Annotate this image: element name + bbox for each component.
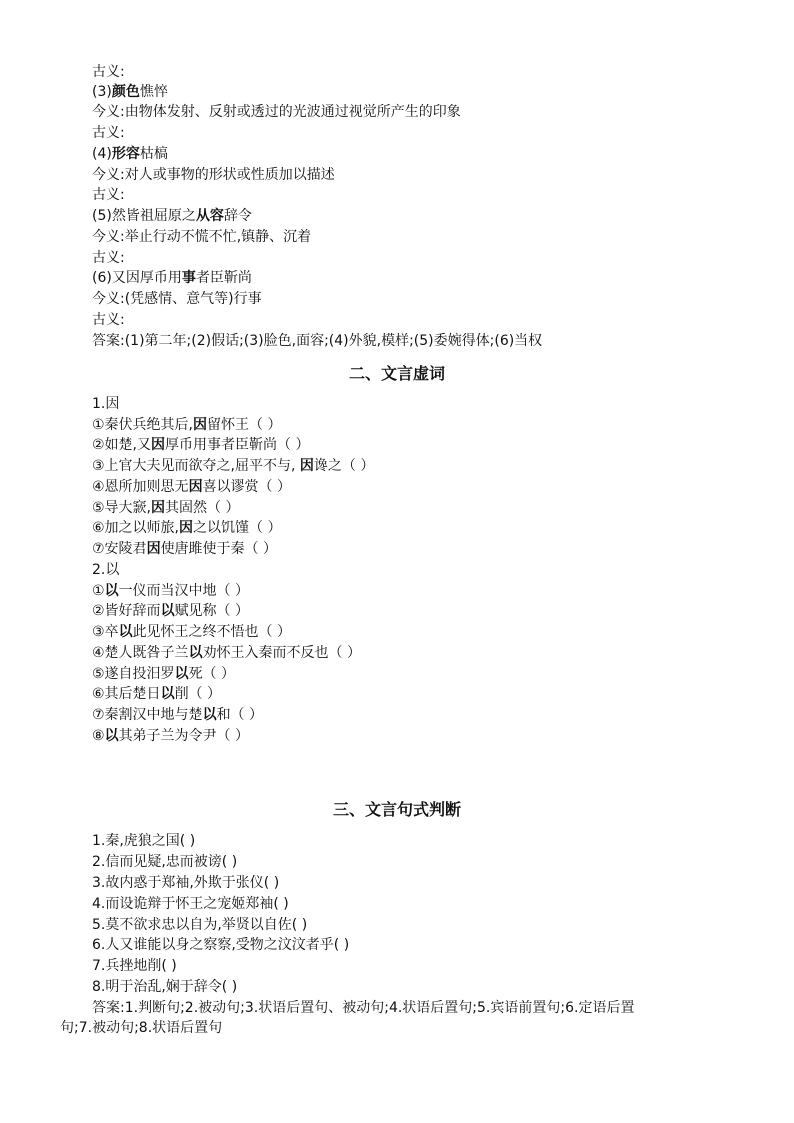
list-item: 2.以	[92, 562, 120, 578]
list-item: ③卒以此见怀王之终不悟也（ ）	[92, 624, 292, 640]
list-item: ⑤导大窾,因其固然（ ）	[92, 500, 240, 516]
list-item: ⑥加之以师旅,因之以饥馑（ ）	[92, 520, 282, 536]
answer-line: 答案:1.判断句;2.被动句;3.状语后置句、被动句;4.状语后置句;5.宾语前置句;6.定语后置	[92, 1000, 635, 1016]
list-item: 3.故内惑于郑袖,外欺于张仪( )	[92, 875, 280, 891]
text-line: (4)形容枯槁	[92, 146, 168, 162]
answer-line: 句;7.被动句;8.状语后置句	[60, 1020, 223, 1036]
section-heading: 二、文言虚词	[348, 364, 445, 383]
text-line: 古义:	[92, 187, 125, 203]
text-line: 古义:	[92, 312, 125, 328]
list-item: ③上官大夫见而欲夺之,屈平不与, 因谗之（ ）	[92, 458, 375, 474]
list-item: ⑧以其弟子兰为令尹（ ）	[92, 728, 250, 744]
list-item: ⑤遂自投汨罗以死（ ）	[92, 666, 236, 682]
list-item: ①秦伏兵绝其后,因留怀王（ ）	[92, 417, 282, 433]
answer-block	[60, 998, 740, 1038]
list-item: ②皆好辞而以赋见称（ ）	[92, 603, 250, 619]
list-item: ②如楚,又因厚币用事者臣靳尚（ ）	[92, 437, 310, 453]
text-line: (6)又因厚币用事者臣靳尚	[92, 270, 252, 286]
list-item: 2.信而见疑,忠而被谤( )	[92, 854, 238, 870]
list-item: ⑦安陵君因使唐雎使于秦（ ）	[92, 541, 278, 557]
list-item: ⑦秦割汉中地与楚以和（ ）	[92, 707, 264, 723]
list-item: 6.人又谁能以身之察察,受物之汶汶者乎( )	[92, 937, 350, 953]
answer-line: 答案:(1)第二年;(2)假话;(3)脸色,面容;(4)外貌,模样;(5)委婉得体;(6)当权	[92, 333, 543, 349]
text-line: 古义:	[92, 125, 125, 141]
list-item: 1.秦,虎狼之国( )	[92, 833, 196, 849]
text-line: 今义:举止行动不慌不忙,镇静、沉着	[92, 229, 312, 245]
text-line: (5)然皆祖屈原之从容辞令	[92, 208, 252, 224]
text-line: 古义:	[92, 250, 125, 266]
list-item: 8.明于治乱,娴于辞令( )	[92, 979, 238, 995]
section-heading: 三、文言句式判断	[332, 800, 461, 819]
list-item: ④恩所加则思无因喜以谬赏（ ）	[92, 479, 292, 495]
list-item: 7.兵挫地削( )	[92, 958, 177, 974]
list-item: ①以一仪而当汉中地（ ）	[92, 583, 250, 599]
text-line: (3)颜色憔悴	[92, 84, 168, 100]
text-line: 今义:(凭感情、意气等)行事	[92, 291, 262, 307]
text-line: 今义:由物体发射、反射或透过的光波通过视觉所产生的印象	[92, 104, 461, 120]
text-line: 古义:	[92, 64, 125, 80]
list-item: ⑥其后楚日以削（ ）	[92, 686, 222, 702]
list-item: 1.因	[92, 396, 120, 412]
list-item: 5.莫不欲求忠以自为,举贤以自佐( )	[92, 917, 308, 933]
list-item: 4.而设诡辩于怀王之宠姬郑袖( )	[92, 896, 289, 912]
list-item: ④楚人既咎子兰以劝怀王入秦而不反也（ ）	[92, 645, 362, 661]
text-line: 今义:对人或事物的形状或性质加以描述	[92, 167, 335, 183]
